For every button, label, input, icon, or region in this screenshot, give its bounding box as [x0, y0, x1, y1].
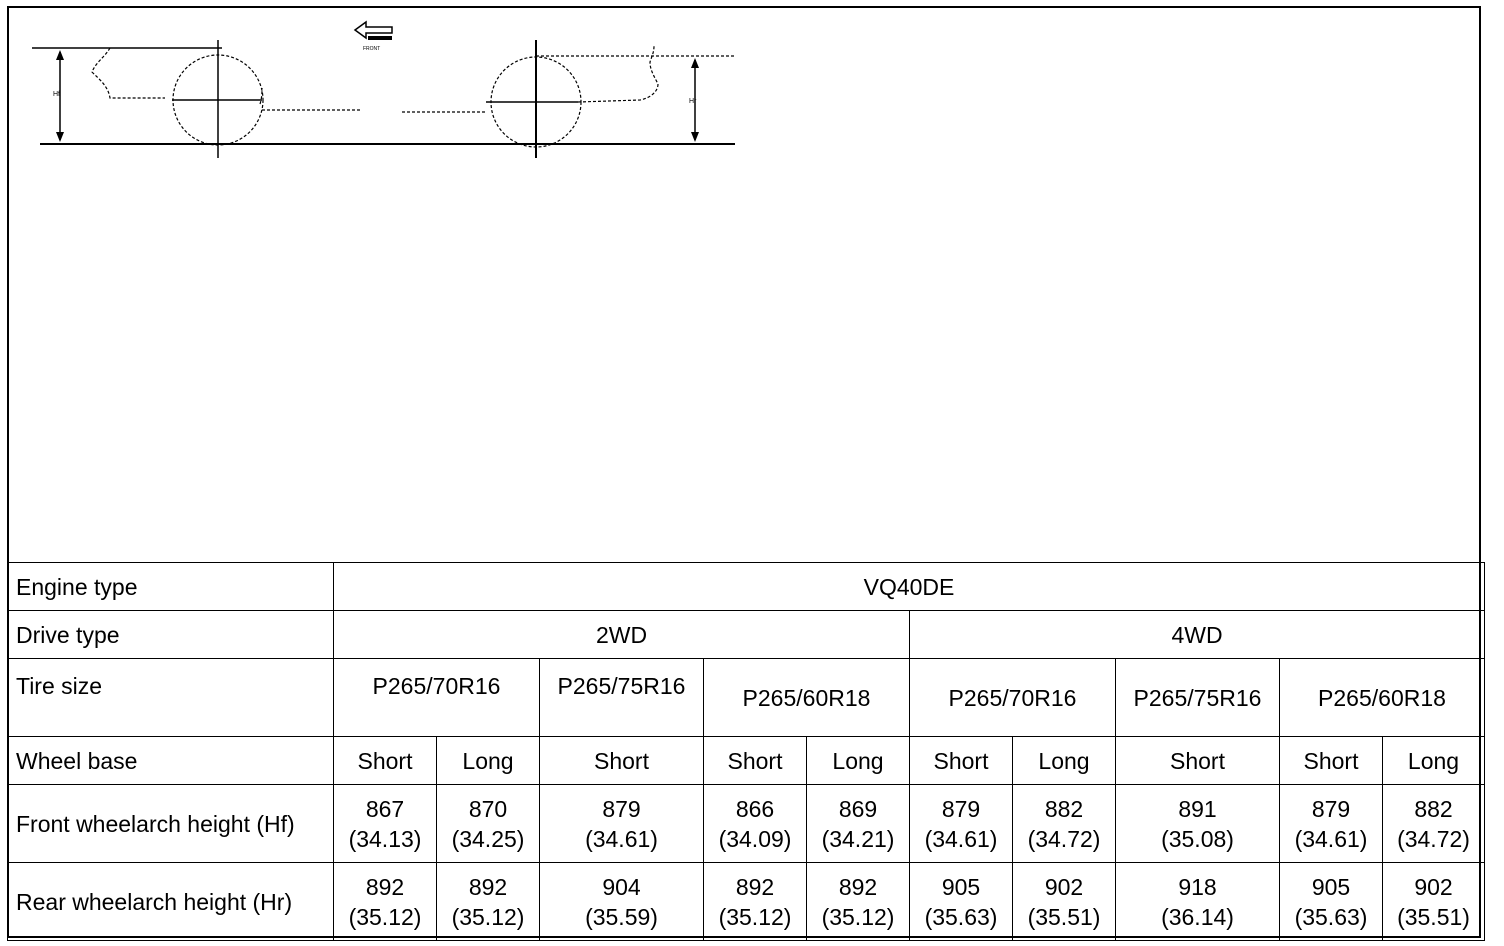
front-height-in: (34.72) — [1397, 825, 1470, 852]
front-height-mm: 879 — [1311, 795, 1351, 822]
drive-type-4wd: 4WD — [910, 611, 1485, 659]
rear-height-in: (35.51) — [1027, 903, 1101, 930]
front-height-cell — [437, 785, 540, 863]
front-height-cell — [334, 785, 437, 863]
wheel-base-cell: Long — [1383, 737, 1485, 785]
rear-height-label: Rear wheelarch height (Hr) — [8, 863, 334, 941]
front-height-in: (34.09) — [718, 825, 792, 852]
rear-height-cell — [807, 863, 910, 941]
front-height-in: (34.61) — [1294, 825, 1368, 852]
rear-height-cell — [704, 863, 807, 941]
rear-height-row — [8, 863, 1485, 941]
tire-size-cell: P265/70R16 — [910, 659, 1116, 737]
front-height-mm: 891 — [1178, 795, 1217, 822]
front-height-mm: 882 — [1414, 795, 1453, 822]
front-body-outline — [92, 48, 262, 104]
front-height-in: (34.21) — [821, 825, 895, 852]
wheel-base-cell: Short — [910, 737, 1013, 785]
front-height-in: (34.61) — [924, 825, 998, 852]
wheelarch-height-diagram — [0, 0, 760, 170]
rear-height-mm: 905 — [941, 873, 981, 900]
front-height-label: Hf — [53, 91, 60, 98]
front-height-in: (35.08) — [1161, 825, 1234, 852]
rear-height-mm: 918 — [1178, 873, 1217, 900]
drive-type-row — [8, 611, 1485, 659]
wheel-base-cell: Short — [540, 737, 704, 785]
wheel-base-cell: Short — [334, 737, 437, 785]
rear-height-cell — [910, 863, 1013, 941]
rear-height-in: (36.14) — [1161, 903, 1234, 930]
wheelarch-height-table — [7, 562, 1485, 941]
rear-body-outline — [578, 46, 658, 102]
front-height-mm: 869 — [838, 795, 878, 822]
rear-height-mm: 892 — [735, 873, 775, 900]
wheel-base-row — [8, 737, 1485, 785]
rear-arrow-down — [691, 132, 699, 142]
rear-height-in: (35.63) — [1294, 903, 1368, 930]
front-height-cell — [704, 785, 807, 863]
rear-height-in: (35.59) — [585, 903, 658, 930]
front-direction-arrow-bar — [368, 36, 392, 40]
front-height-cell — [1116, 785, 1280, 863]
front-direction-arrow-icon — [355, 22, 392, 38]
rear-height-cell — [334, 863, 437, 941]
front-height-in: (34.72) — [1027, 825, 1101, 852]
rear-height-mm: 905 — [1311, 873, 1351, 900]
rear-height-in: (35.12) — [348, 903, 422, 930]
rear-height-cell — [1383, 863, 1485, 941]
front-height-mm: 879 — [602, 795, 641, 822]
front-arrow-up — [56, 50, 64, 60]
front-height-mm: 870 — [468, 795, 508, 822]
rear-height-in: (35.51) — [1397, 903, 1470, 930]
rear-height-mm: 892 — [838, 873, 878, 900]
wheel-base-cell: Short — [704, 737, 807, 785]
front-height-mm: 867 — [365, 795, 405, 822]
rear-height-mm: 892 — [468, 873, 508, 900]
front-height-row — [8, 785, 1485, 863]
front-height-in: (34.61) — [585, 825, 658, 852]
rear-height-in: (35.63) — [924, 903, 998, 930]
front-height-mm: 879 — [941, 795, 981, 822]
front-direction-label: FRONT — [363, 46, 381, 52]
rear-height-mm: 902 — [1044, 873, 1084, 900]
engine-type-label: Engine type — [8, 563, 334, 611]
rear-height-cell — [1116, 863, 1280, 941]
front-height-label: Front wheelarch height (Hf) — [8, 785, 334, 863]
wheel-base-cell: Short — [1116, 737, 1280, 785]
wheel-base-cell: Long — [807, 737, 910, 785]
front-height-mm: 882 — [1044, 795, 1084, 822]
drive-type-2wd: 2WD — [334, 611, 910, 659]
front-height-in: (34.13) — [348, 825, 422, 852]
tire-size-cell: P265/75R16 — [1116, 659, 1280, 737]
rear-height-mm: 904 — [602, 873, 641, 900]
front-height-in: (34.25) — [451, 825, 525, 852]
rear-height-in: (35.12) — [451, 903, 525, 930]
front-height-cell — [540, 785, 704, 863]
rear-height-cell — [1013, 863, 1116, 941]
engine-type-row — [8, 563, 1485, 611]
tire-size-row — [8, 659, 1485, 737]
front-height-cell — [1013, 785, 1116, 863]
tire-size-label: Tire size — [8, 659, 334, 737]
rear-height-label: Hr — [689, 98, 697, 105]
rear-arrow-up — [691, 58, 699, 68]
rear-height-cell — [540, 863, 704, 941]
wheel-base-label: Wheel base — [8, 737, 334, 785]
wheel-base-cell: Long — [437, 737, 540, 785]
rear-height-in: (35.12) — [718, 903, 792, 930]
rear-height-cell — [437, 863, 540, 941]
front-height-cell — [910, 785, 1013, 863]
rear-height-mm: 902 — [1414, 873, 1453, 900]
rear-height-in: (35.12) — [821, 903, 895, 930]
tire-size-cell: P265/75R16 — [540, 659, 704, 737]
tire-size-cell: P265/60R18 — [704, 659, 910, 737]
front-height-cell — [807, 785, 910, 863]
front-height-cell — [1280, 785, 1383, 863]
front-height-mm: 866 — [735, 795, 775, 822]
wheel-base-cell: Long — [1013, 737, 1116, 785]
tire-size-cell: P265/70R16 — [334, 659, 540, 737]
front-arrow-down — [56, 132, 64, 142]
rear-height-cell — [1280, 863, 1383, 941]
engine-type-value: VQ40DE — [334, 563, 1485, 611]
wheel-base-cell: Short — [1280, 737, 1383, 785]
front-height-cell — [1383, 785, 1485, 863]
rear-height-mm: 892 — [365, 873, 405, 900]
drive-type-label: Drive type — [8, 611, 334, 659]
tire-size-cell: P265/60R18 — [1280, 659, 1485, 737]
